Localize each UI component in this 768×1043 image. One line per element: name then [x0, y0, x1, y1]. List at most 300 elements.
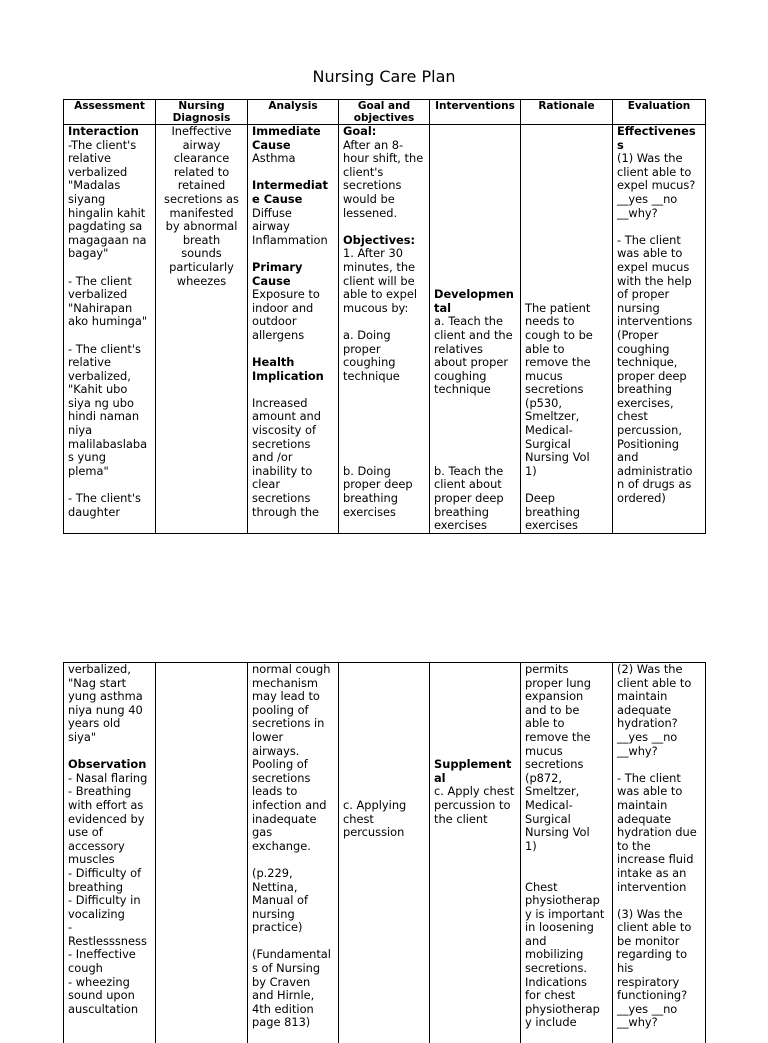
cell-text: would be: [343, 193, 425, 207]
cell-text: Developmen: [434, 288, 516, 302]
cell-text: a. Doing: [343, 329, 425, 343]
cell-text: a. Teach the: [434, 315, 516, 329]
cell-text: use of: [68, 826, 151, 840]
cell-text: [525, 478, 608, 492]
cell-text: "Nahirapan: [68, 302, 151, 316]
cell-text: [434, 731, 516, 745]
cell-text: __yes __no: [617, 1003, 701, 1017]
cell-text: airway: [252, 220, 334, 234]
cell-text: related to: [160, 166, 243, 180]
cell-text: able to expel: [343, 288, 425, 302]
cell-text: through the: [252, 506, 334, 520]
header-text: objectives: [341, 112, 427, 124]
cell-text: [434, 717, 516, 731]
cell-text: verbalized,: [68, 370, 151, 384]
cell-text: __why?: [617, 1016, 701, 1030]
cell-text: magagaan na: [68, 234, 151, 248]
cell-text: b. Teach the: [434, 465, 516, 479]
cell-text: [252, 935, 334, 949]
cell-text: client able to: [617, 921, 701, 935]
cell-text: [434, 663, 516, 677]
cell-text: intervention: [617, 881, 701, 895]
cell-text: indoor and: [252, 302, 334, 316]
cell-text: [617, 758, 701, 772]
cell-text: Deep: [525, 492, 608, 506]
cell-text: [434, 424, 516, 438]
cell-text: 4th edition: [252, 1003, 334, 1017]
cell-text: hingalin kahit: [68, 207, 151, 221]
cell-text: [525, 193, 608, 207]
cell-text: [434, 690, 516, 704]
cell-text: [525, 166, 608, 180]
cell-text: cough: [68, 962, 151, 976]
header-text: Diagnosis: [158, 112, 245, 124]
cell-text: [343, 717, 425, 731]
cell-text: client about: [434, 478, 516, 492]
cell-text: [434, 234, 516, 248]
cell-text: was able to: [617, 247, 701, 261]
cell-text: chest: [343, 813, 425, 827]
cell-text: c. Applying: [343, 799, 425, 813]
cell-text: [434, 179, 516, 193]
cell-text: al: [434, 772, 516, 786]
cell-interventions: [430, 663, 521, 1043]
cell-text: Supplement: [434, 758, 516, 772]
cell-text: [434, 438, 516, 452]
cell-text: and: [617, 451, 701, 465]
cell-text: vocalizing: [68, 908, 151, 922]
cell-analysis: [248, 663, 339, 1043]
cell-text: Goal:: [343, 125, 425, 139]
header-text: Goal and: [341, 100, 427, 112]
cell-text: ordered): [617, 492, 701, 506]
cell-text: - The client: [68, 275, 151, 289]
cell-interventions: [430, 125, 521, 534]
cell-text: technique,: [617, 356, 701, 370]
cell-text: pagdating sa: [68, 220, 151, 234]
cell-text: airways.: [252, 745, 334, 759]
cell-text: "Madalas: [68, 179, 151, 193]
cell-text: [343, 745, 425, 759]
cell-text: Inflammation: [252, 234, 334, 248]
cell-text: mucus: [525, 745, 608, 759]
cell-text: [343, 677, 425, 691]
cell-assessment: [64, 663, 156, 1043]
cell-text: yung asthma: [68, 690, 151, 704]
cell-goal-and-objectives: [339, 125, 430, 534]
cell-text: coughing: [434, 370, 516, 384]
cell-text: y include: [525, 1016, 608, 1030]
cell-text: The patient: [525, 302, 608, 316]
table-row: [64, 663, 706, 1043]
cell-text: muscles: [68, 853, 151, 867]
cell-text: [434, 704, 516, 718]
cell-text: [434, 166, 516, 180]
cell-text: [434, 247, 516, 261]
cell-text: Surgical: [525, 813, 608, 827]
cell-text: and Hirnle,: [252, 989, 334, 1003]
cell-text: n of drugs as: [617, 478, 701, 492]
cell-text: technique: [343, 370, 425, 384]
cell-text: tal: [434, 302, 516, 316]
cell-text: secretions: [252, 492, 334, 506]
cell-text: years old: [68, 717, 151, 731]
cell-text: Chest: [525, 881, 608, 895]
cell-text: Manual of: [252, 894, 334, 908]
cell-text: secretions: [525, 758, 608, 772]
cell-text: [434, 207, 516, 221]
cell-text: exercises: [343, 506, 425, 520]
cell-text: page 813): [252, 1016, 334, 1030]
cell-text: wheezes: [160, 275, 243, 289]
cell-text: - The client: [617, 234, 701, 248]
cell-text: __why?: [617, 745, 701, 759]
cell-text: bagay": [68, 247, 151, 261]
cell-text: siyang: [68, 193, 151, 207]
cell-text: 1): [525, 840, 608, 854]
cell-text: [434, 220, 516, 234]
cell-text: Increased: [252, 397, 334, 411]
cell-text: client's: [343, 166, 425, 180]
cell-text: expel mucus: [617, 261, 701, 275]
cell-text: [343, 690, 425, 704]
cell-text: [343, 731, 425, 745]
cell-text: in loosening: [525, 921, 608, 935]
cell-text: [343, 315, 425, 329]
cell-text: [343, 451, 425, 465]
cell-text: - Nasal flaring: [68, 772, 151, 786]
cell-text: mechanism: [252, 677, 334, 691]
cell-text: may lead to: [252, 690, 334, 704]
cell-text: permits: [525, 663, 608, 677]
cell-text: breathing: [525, 506, 608, 520]
cell-text: y is important: [525, 908, 608, 922]
cell-text: - Difficulty of: [68, 867, 151, 881]
cell-text: - Difficulty in: [68, 894, 151, 908]
cell-text: chest: [617, 410, 701, 424]
cell-text: Restlesssness: [68, 935, 151, 949]
cell-text: "Nag start: [68, 677, 151, 691]
cell-text: (1) Was the: [617, 152, 701, 166]
cell-text: client will be: [343, 275, 425, 289]
cell-text: [434, 139, 516, 153]
cell-text: Health: [252, 356, 334, 370]
cell-text: hindi naman: [68, 410, 151, 424]
cell-text: interventions: [617, 315, 701, 329]
cell-text: physiotherap: [525, 894, 608, 908]
cell-text: - wheezing: [68, 976, 151, 990]
cell-rationale: [521, 663, 613, 1043]
cell-text: [434, 451, 516, 465]
header-row: [64, 100, 706, 125]
cell-text: the client: [434, 813, 516, 827]
cell-text: exercises,: [617, 397, 701, 411]
cell-text: [525, 207, 608, 221]
cell-text: Cause: [252, 275, 334, 289]
cell-assessment: [64, 125, 156, 534]
cell-text: proper lung: [525, 677, 608, 691]
cell-text: daughter: [68, 506, 151, 520]
care-plan-table-top: [63, 99, 706, 534]
cell-text: Nettina,: [252, 881, 334, 895]
cell-text: [525, 179, 608, 193]
header-text: Assessment: [66, 100, 153, 112]
cell-text: inadequate: [252, 813, 334, 827]
cell-text: allergens: [252, 329, 334, 343]
cell-text: hydration?: [617, 717, 701, 731]
cell-text: b. Doing: [343, 465, 425, 479]
cell-text: client able to: [617, 166, 701, 180]
cell-text: - The client's: [68, 492, 151, 506]
cell-text: [525, 288, 608, 302]
cell-text: increase fluid: [617, 853, 701, 867]
cell-text: Smeltzer,: [525, 410, 608, 424]
header-text: Evaluation: [615, 100, 703, 112]
cell-text: lessened.: [343, 207, 425, 221]
cell-text: outdoor: [252, 315, 334, 329]
cell-text: and: [525, 935, 608, 949]
cell-text: minutes, the: [343, 261, 425, 275]
cell-text: cough to be: [525, 329, 608, 343]
cell-text: secretions: [525, 383, 608, 397]
cell-text: maintain: [617, 799, 701, 813]
cell-nursing-diagnosis: [156, 663, 248, 1043]
cell-text: [434, 410, 516, 424]
cell-text: by Craven: [252, 976, 334, 990]
cell-text: relatives: [434, 343, 516, 357]
cell-text: [434, 275, 516, 289]
cell-text: Indications: [525, 976, 608, 990]
cell-text: his: [617, 962, 701, 976]
cell-text: [343, 397, 425, 411]
cell-text: viscosity of: [252, 424, 334, 438]
cell-text: with the help: [617, 275, 701, 289]
cell-text: Surgical: [525, 438, 608, 452]
column-header-analysis: [248, 100, 339, 125]
cell-text: adequate: [617, 704, 701, 718]
cell-text: [525, 125, 608, 139]
cell-text: [343, 220, 425, 234]
cell-text: - Breathing: [68, 785, 151, 799]
header-text: Nursing: [158, 100, 245, 112]
cell-text: c. Apply chest: [434, 785, 516, 799]
cell-text: [252, 383, 334, 397]
cell-text: [68, 745, 151, 759]
cell-text: Cause: [252, 139, 334, 153]
cell-text: for chest: [525, 989, 608, 1003]
cell-text: by abnormal: [160, 220, 243, 234]
cell-text: to the: [617, 840, 701, 854]
cell-text: adequate: [617, 813, 701, 827]
cell-text: relative: [68, 356, 151, 370]
header-text: Rationale: [523, 100, 610, 112]
cell-text: nursing: [252, 908, 334, 922]
cell-text: (p530,: [525, 397, 608, 411]
cell-text: [343, 704, 425, 718]
cell-text: (2) Was the: [617, 663, 701, 677]
cell-text: breathing: [434, 506, 516, 520]
cell-text: breath: [160, 234, 243, 248]
cell-text: technique: [434, 383, 516, 397]
cell-text: "Kahit ubo: [68, 383, 151, 397]
cell-text: [252, 166, 334, 180]
cell-text: Diffuse: [252, 207, 334, 221]
cell-text: retained: [160, 179, 243, 193]
cell-text: intake as an: [617, 867, 701, 881]
cell-text: siya ng ubo: [68, 397, 151, 411]
cell-text: Medical-: [525, 424, 608, 438]
cell-text: amount and: [252, 410, 334, 424]
table-row: [64, 125, 706, 534]
cell-text: __yes __no: [617, 193, 701, 207]
cell-text: verbalized,: [68, 663, 151, 677]
cell-text: secretions: [252, 772, 334, 786]
cell-text: [525, 867, 608, 881]
cell-text: [252, 853, 334, 867]
care-plan-table-continued: [63, 662, 706, 1043]
cell-text: particularly: [160, 261, 243, 275]
cell-text: s yung: [68, 451, 151, 465]
cell-text: verbalized: [68, 288, 151, 302]
cell-text: [434, 125, 516, 139]
cell-text: functioning?: [617, 989, 701, 1003]
cell-text: [525, 139, 608, 153]
cell-text: [525, 234, 608, 248]
cell-text: [525, 220, 608, 234]
cell-text: [343, 424, 425, 438]
cell-text: percussion,: [617, 424, 701, 438]
cell-text: percussion to: [434, 799, 516, 813]
cell-text: exercises: [434, 519, 516, 533]
cell-text: relative: [68, 152, 151, 166]
cell-text: (Proper: [617, 329, 701, 343]
cell-text: e Cause: [252, 193, 334, 207]
cell-text: [525, 275, 608, 289]
cell-text: secretions.: [525, 962, 608, 976]
cell-text: Observation: [68, 758, 151, 772]
cell-text: -: [68, 921, 151, 935]
cell-text: [252, 343, 334, 357]
cell-text: proper: [343, 343, 425, 357]
cell-text: client able to: [617, 677, 701, 691]
cell-text: -The client's: [68, 139, 151, 153]
cell-text: breathing: [617, 383, 701, 397]
cell-text: Asthma: [252, 152, 334, 166]
column-header-interventions: [430, 100, 521, 125]
cell-text: maintain: [617, 690, 701, 704]
cell-text: clear: [252, 478, 334, 492]
cell-text: Implication: [252, 370, 334, 384]
cell-text: normal cough: [252, 663, 334, 677]
cell-text: Medical-: [525, 799, 608, 813]
cell-text: about proper: [434, 356, 516, 370]
cell-nursing-diagnosis: [156, 125, 248, 534]
cell-goal-and-objectives: [339, 663, 430, 1043]
cell-text: and /or: [252, 451, 334, 465]
cell-text: able to: [525, 343, 608, 357]
cell-text: [343, 772, 425, 786]
cell-text: administratio: [617, 465, 701, 479]
cell-text: breathing: [68, 881, 151, 895]
cell-text: expansion: [525, 690, 608, 704]
cell-text: [434, 397, 516, 411]
cell-text: - Ineffective: [68, 948, 151, 962]
cell-text: niya: [68, 424, 151, 438]
cell-text: was able to: [617, 785, 701, 799]
cell-text: evidenced by: [68, 813, 151, 827]
cell-text: needs to: [525, 315, 608, 329]
cell-text: [525, 247, 608, 261]
column-header-evaluation: [613, 100, 706, 125]
cell-text: [252, 247, 334, 261]
cell-text: exercises: [525, 519, 608, 533]
cell-text: [343, 383, 425, 397]
column-header-assessment: [64, 100, 156, 125]
cell-text: client and the: [434, 329, 516, 343]
cell-text: nursing: [617, 302, 701, 316]
cell-text: gas: [252, 826, 334, 840]
cell-text: [434, 152, 516, 166]
cell-text: - The client: [617, 772, 701, 786]
cell-rationale: [521, 125, 613, 534]
cell-text: s of Nursing: [252, 962, 334, 976]
cell-text: (p872,: [525, 772, 608, 786]
cell-text: hour shift, the: [343, 152, 425, 166]
cell-text: auscultation: [68, 1003, 151, 1017]
cell-text: of proper: [617, 288, 701, 302]
cell-text: siya": [68, 731, 151, 745]
cell-text: mucus: [525, 370, 608, 384]
cell-text: [68, 261, 151, 275]
cell-text: Objectives:: [343, 234, 425, 248]
cell-text: lower: [252, 731, 334, 745]
cell-text: breathing: [343, 492, 425, 506]
cell-text: [617, 220, 701, 234]
cell-text: be monitor: [617, 935, 701, 949]
column-header-goal-and-objectives: [339, 100, 430, 125]
cell-text: accessory: [68, 840, 151, 854]
cell-text: inability to: [252, 465, 334, 479]
cell-text: plema": [68, 465, 151, 479]
cell-text: s: [617, 139, 701, 153]
cell-text: [343, 663, 425, 677]
cell-text: remove the: [525, 356, 608, 370]
cell-text: secretions: [252, 438, 334, 452]
cell-text: regarding to: [617, 948, 701, 962]
cell-text: proper deep: [617, 370, 701, 384]
cell-text: malilabaslaba: [68, 438, 151, 452]
cell-text: [434, 193, 516, 207]
cell-text: airway: [160, 139, 243, 153]
cell-text: Primary: [252, 261, 334, 275]
cell-text: [68, 478, 151, 492]
cell-text: able to: [525, 717, 608, 731]
cell-text: mobilizing: [525, 948, 608, 962]
cell-text: __why?: [617, 207, 701, 221]
page-title: Nursing Care Plan: [0, 67, 768, 86]
header-text: Interventions: [432, 100, 518, 112]
cell-text: respiratory: [617, 976, 701, 990]
cell-text: Intermediat: [252, 179, 334, 193]
cell-text: sounds: [160, 247, 243, 261]
cell-text: Pooling of: [252, 758, 334, 772]
cell-text: practice): [252, 921, 334, 935]
header-text: Analysis: [250, 100, 336, 112]
cell-text: coughing: [343, 356, 425, 370]
cell-text: [434, 745, 516, 759]
cell-text: [434, 261, 516, 275]
cell-text: [343, 410, 425, 424]
